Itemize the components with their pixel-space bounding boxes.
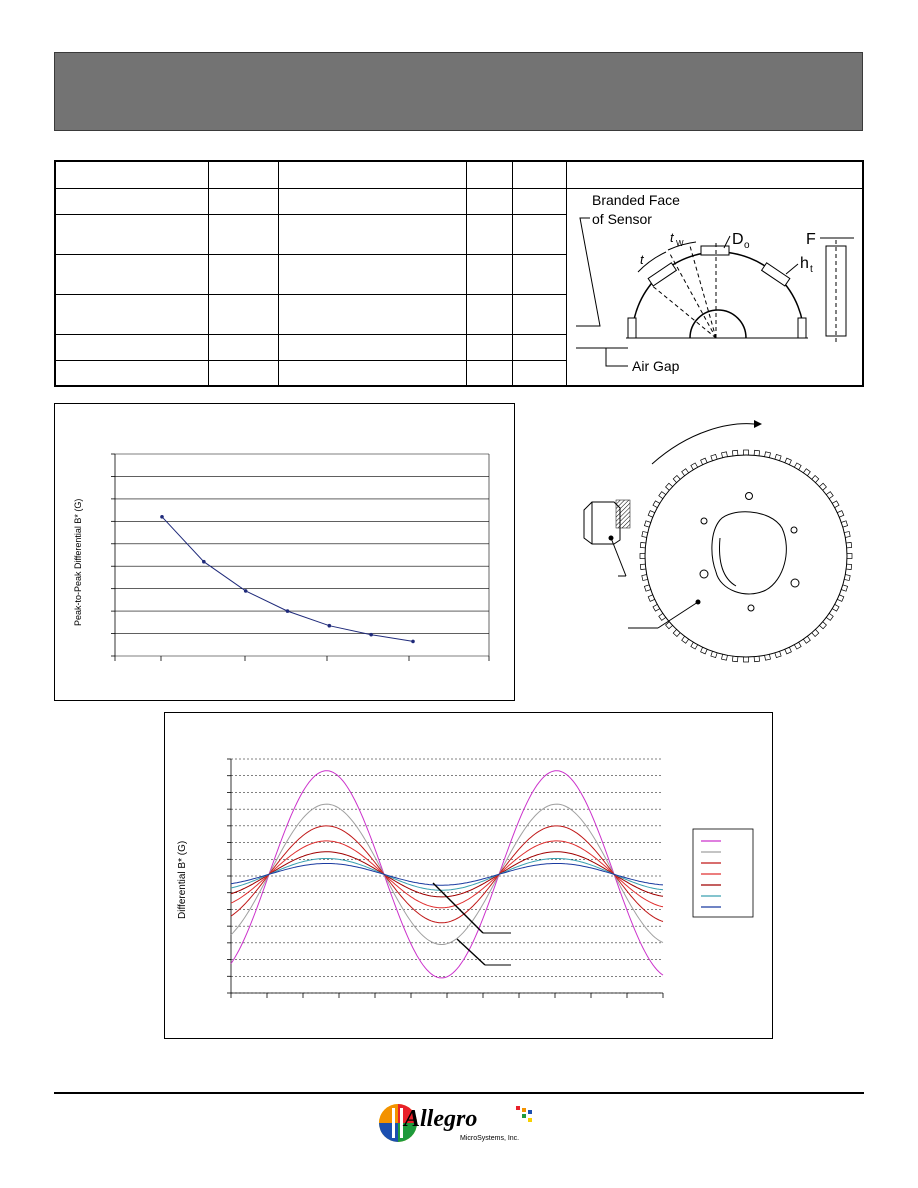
table-row-divider	[56, 360, 566, 361]
ht-label: h	[800, 255, 809, 272]
wheel-bore	[712, 512, 786, 594]
chart1-point	[411, 640, 415, 644]
table-col-divider	[208, 162, 209, 385]
bolt-hole	[791, 527, 797, 533]
chart1-point	[202, 560, 206, 564]
bolt-hole	[700, 570, 708, 578]
chart2-series-line	[231, 771, 663, 978]
f-label: F	[806, 231, 816, 248]
bolt-hole	[701, 518, 707, 524]
gear-tooth	[798, 318, 806, 338]
table-row-divider	[56, 294, 566, 295]
chart2-container	[164, 712, 773, 1039]
tw-label: t	[670, 230, 674, 245]
chart2-series-line	[231, 864, 663, 886]
branded-face-leader	[576, 218, 600, 326]
bolt-hole	[746, 493, 753, 500]
rotation-arrow-head	[754, 420, 762, 428]
gear-tooth	[762, 263, 790, 286]
bolt-hole	[748, 605, 754, 611]
chart1-container	[54, 403, 515, 701]
air-gap-label: Air Gap	[632, 358, 680, 374]
chart1-point	[160, 515, 164, 519]
branded-face-label: Branded Face	[592, 192, 680, 208]
sensor-leads	[616, 500, 630, 528]
chart1-point	[286, 609, 290, 613]
dimension-line	[650, 284, 716, 338]
chart1-point	[328, 624, 332, 628]
table-row-divider	[56, 214, 566, 215]
chart1-point	[369, 633, 373, 637]
chart2-series-line	[231, 826, 663, 923]
table-col-divider	[512, 162, 513, 385]
table-col-divider	[466, 162, 467, 385]
tw-sub: W	[676, 239, 684, 248]
t-label: t	[640, 252, 644, 267]
tone-wheel-illustration	[570, 410, 900, 700]
logo-wordmark: Allegro	[404, 1106, 478, 1132]
allegro-logo	[376, 1098, 546, 1148]
bolt-hole	[791, 579, 799, 587]
chart2-plot	[165, 713, 772, 1038]
target-gear-diagram	[566, 188, 862, 385]
logo-subtitle: MicroSystems, Inc.	[460, 1135, 520, 1142]
do-sub: o	[744, 240, 750, 251]
table-col-divider	[278, 162, 279, 385]
do-label: D	[732, 231, 744, 248]
table-row-divider	[56, 254, 566, 255]
of-sensor-label: of Sensor	[592, 211, 652, 227]
header-band	[54, 52, 863, 131]
chart2-ylabel: Differential B* (G)	[177, 840, 188, 919]
ht-sub: t	[810, 264, 813, 275]
footer-rule	[54, 1092, 864, 1094]
gear-rim	[632, 252, 804, 338]
chart1-series-line	[162, 517, 413, 642]
chart1-plot	[55, 404, 514, 700]
air-gap-leader	[606, 348, 628, 366]
ht-leader	[786, 264, 798, 274]
chart1-point	[244, 589, 248, 593]
table-row-divider	[56, 334, 566, 335]
sensor-body	[584, 502, 620, 544]
gear-tooth	[648, 263, 676, 286]
chart2-series-line	[231, 804, 663, 944]
sensor-leader	[611, 538, 626, 576]
gear-tooth	[628, 318, 636, 338]
chart2-legend-box	[693, 829, 753, 917]
chart1-ylabel: Peak-to-Peak Differential B* (G)	[73, 498, 83, 626]
